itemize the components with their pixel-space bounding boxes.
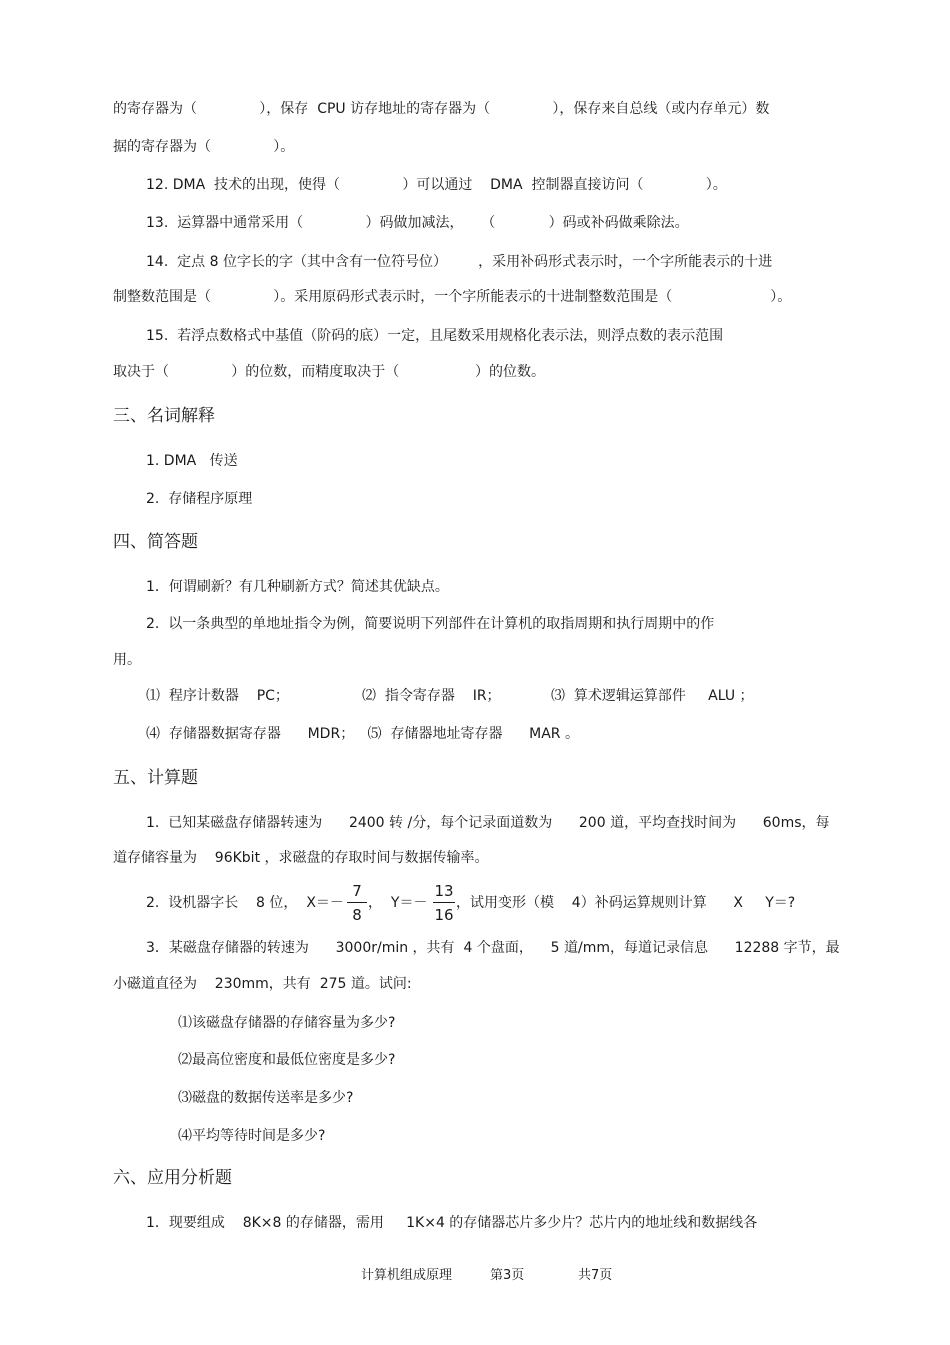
y-fraction-bar (433, 902, 455, 903)
section-heading-application: 六、应用分析题 (113, 1168, 232, 1188)
y-fraction-denominator: 16 (434, 906, 454, 924)
component-ir: ⑵ 指令寄存器 IR； (362, 688, 501, 704)
calc-q2-middle: ， Y＝－ (368, 895, 428, 911)
calc-q2-suffix: ，试用变形（模 4）补码运算规则计算 X Y＝? (456, 895, 796, 911)
question-13: 13. 运算器中通常采用（ ）码做加减法， （ ）码或补码做乘除法。 (146, 215, 689, 231)
y-fraction-numerator: 13 (434, 882, 454, 900)
fill-blank-line: 的寄存器为（ ），保存 CPU 访存地址的寄存器为（ ），保存来自总线（或内存单元）数 (113, 101, 770, 117)
calc-q3-sub-4: ⑷平均等待时间是多少? (178, 1128, 326, 1144)
calc-q1-line-1: 1. 已知某磁盘存储器转速为 2400 转 /分，每个记录面道数为 200 道，平均查找时间为 60ms，每 (146, 815, 830, 831)
component-alu: ⑶ 算术逻辑运算部件 ALU ； (551, 688, 754, 704)
fill-blank-line: 据的寄存器为（ ）。 (113, 139, 295, 155)
calc-q3-sub-2: ⑵最高位密度和最低位密度是多少? (178, 1052, 396, 1068)
question-12: 12. DMA 技术的出现，使得（ ）可以通过 DMA 控制器直接访问（ ）。 (146, 177, 727, 193)
question-14-line-2: 制整数范围是（ ）。采用原码形式表示时，一个字所能表示的十进制整数范围是（ ）。 (113, 289, 792, 305)
question-15-line-1: 15. 若浮点数格式中基值（阶码的底）一定，且尾数采用规格化表示法，则浮点数的表示范围 (146, 328, 724, 344)
x-fraction-denominator: 8 (352, 906, 362, 924)
footer-page-number: 第3页 (490, 1268, 525, 1283)
term-item: 2. 存储程序原理 (146, 491, 253, 507)
calc-q2-prefix: 2. 设机器字长 8 位， X＝－ (146, 895, 344, 911)
calc-q3-sub-1: ⑴该磁盘存储器的存储容量为多少? (178, 1015, 396, 1031)
footer-course-title: 计算机组成原理 (361, 1268, 453, 1283)
calc-q3-line-2: 小磁道直径为 230mm，共有 275 道。试问: (113, 976, 412, 992)
component-pc: ⑴ 程序计数器 PC； (146, 688, 289, 704)
question-15-line-2: 取决于（ ）的位数，而精度取决于（ ）的位数。 (113, 364, 545, 380)
calc-q3-line-1: 3．某磁盘存储器的转速为 3000r/min ，共有 4 个盘面， 5 道/mm，每道记录信息 12288 字节，最 (146, 940, 840, 956)
calc-q3-sub-3: ⑶磁盘的数据传送率是多少? (178, 1090, 354, 1106)
calc-q1-line-2: 道存储容量为 96Kbit ，求磁盘的存取时间与数据传输率。 (113, 850, 489, 866)
short-answer-q1: 1．何谓刷新？有几种刷新方式？简述其优缺点。 (146, 579, 449, 595)
short-answer-q2-line-1: 2. 以一条典型的单地址指令为例，简要说明下列部件在计算机的取指周期和执行周期中的作 (146, 616, 715, 632)
term-item: 1. DMA 传送 (146, 453, 238, 469)
section-heading-terms: 三、名词解释 (113, 406, 215, 426)
x-fraction-bar (347, 902, 367, 903)
short-answer-q2-line-2: 用。 (113, 652, 141, 668)
component-mdr-mar: ⑷ 存储器数据寄存器 MDR； ⑸ 存储器地址寄存器 MAR 。 (146, 726, 579, 742)
footer-total-pages: 共7页 (578, 1268, 613, 1283)
application-q1: 1．现要组成 8K×8 的存储器，需用 1K×4 的存储器芯片多少片？芯片内的地址线和数据线各 (146, 1215, 758, 1231)
x-fraction-numerator: 7 (352, 882, 362, 900)
section-heading-calculation: 五、计算题 (113, 768, 198, 788)
section-heading-short-answer: 四、简答题 (113, 532, 198, 552)
question-14-line-1: 14. 定点 8 位字长的字（其中含有一位符号位） ，采用补码形式表示时，一个字所能表示的十进 (146, 254, 773, 270)
